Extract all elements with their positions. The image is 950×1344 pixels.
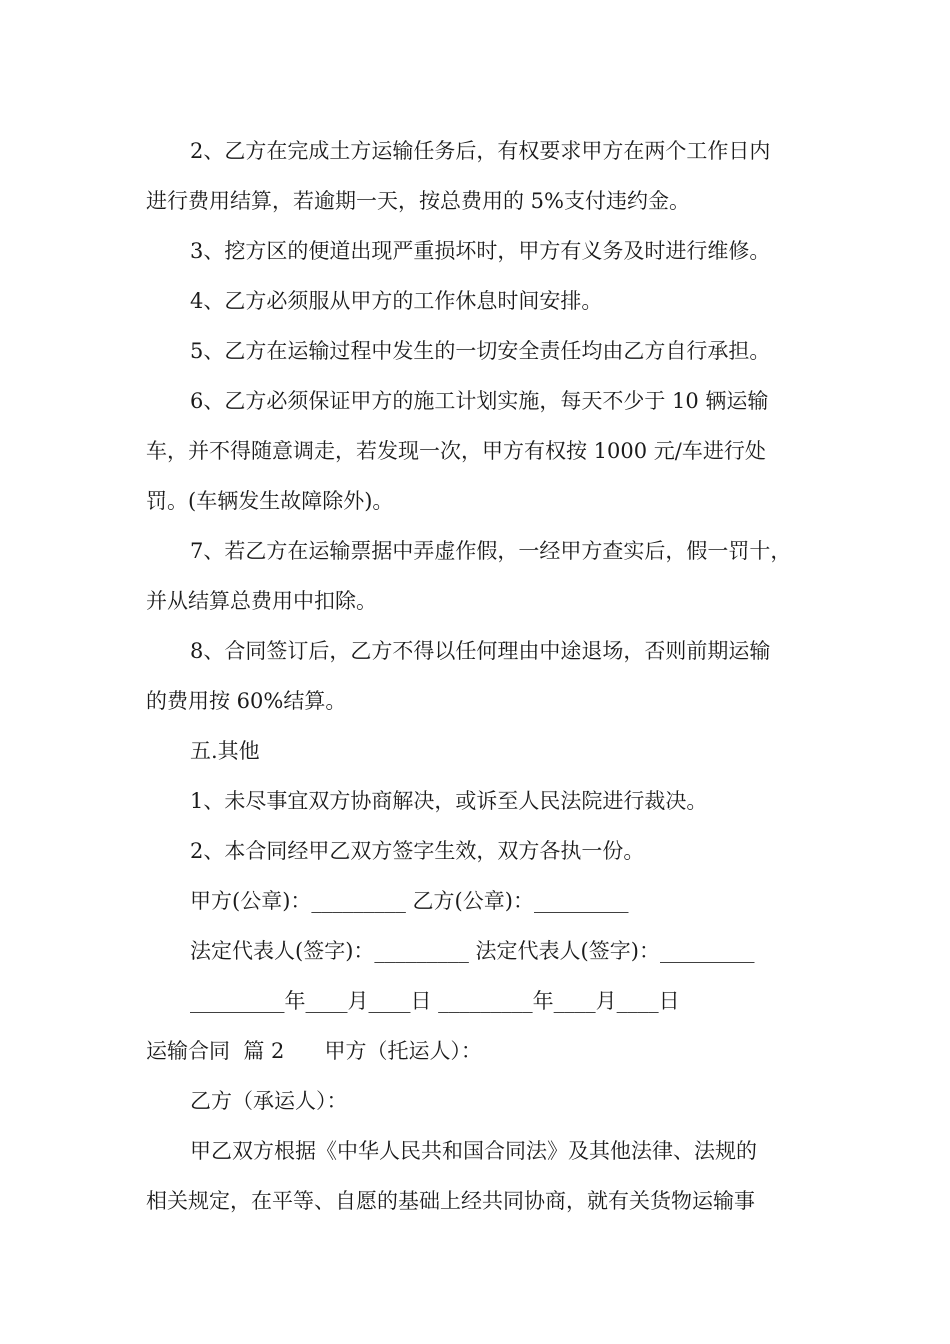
clause-7-line-1: 7、若乙方在运输票据中弄虚作假，一经甲方查实后，假一罚十， xyxy=(190,539,792,563)
seal-line: 甲方(公章)：_________ 乙方(公章)：_________ xyxy=(190,889,629,913)
signature-line: 法定代表人(签字)：_________ 法定代表人(签字)：_________ xyxy=(190,939,755,963)
clause-3: 3、挖方区的便道出现严重损坏时，甲方有义务及时进行维修。 xyxy=(190,239,771,263)
clause-7-line-2: 并从结算总费用中扣除。 xyxy=(146,589,377,613)
date-line: _________年____月____日 _________年____月____日 xyxy=(190,989,680,1013)
clause-6-line-1: 6、乙方必须保证甲方的施工计划实施，每天不少于 10 辆运输 xyxy=(190,389,769,413)
clause-4: 4、乙方必须服从甲方的工作休息时间安排。 xyxy=(190,289,603,313)
other-clause-1: 1、未尽事宜双方协商解决，或诉至人民法院进行裁决。 xyxy=(190,789,708,813)
contract-2-heading: 运输合同 篇 2 甲方（托运人）： xyxy=(146,1039,482,1063)
clause-6-line-3: 罚。(车辆发生故障除外)。 xyxy=(146,489,394,513)
clause-2-line-2: 进行费用结算，若逾期一天，按总费用的 5%支付违约金。 xyxy=(146,189,690,213)
preamble-line-1: 甲乙双方根据《中华人民共和国合同法》及其他法律、法规的 xyxy=(190,1139,757,1163)
section-heading-other: 五.其他 xyxy=(190,739,260,763)
clause-2-line-1: 2、乙方在完成土方运输任务后，有权要求甲方在两个工作日内 xyxy=(190,139,771,163)
clause-5: 5、乙方在运输过程中发生的一切安全责任均由乙方自行承担。 xyxy=(190,339,771,363)
clause-8-line-2: 的费用按 60%结算。 xyxy=(146,689,347,713)
party-b-carrier: 乙方（承运人）： xyxy=(190,1089,348,1113)
clause-6-line-2: 车，并不得随意调走，若发现一次，甲方有权按 1000 元/车进行处 xyxy=(146,439,766,463)
preamble-line-2: 相关规定，在平等、自愿的基础上经共同协商，就有关货物运输事 xyxy=(146,1189,755,1213)
clause-8-line-1: 8、合同签订后，乙方不得以任何理由中途退场，否则前期运输 xyxy=(190,639,771,663)
other-clause-2: 2、本合同经甲乙双方签字生效，双方各执一份。 xyxy=(190,839,645,863)
